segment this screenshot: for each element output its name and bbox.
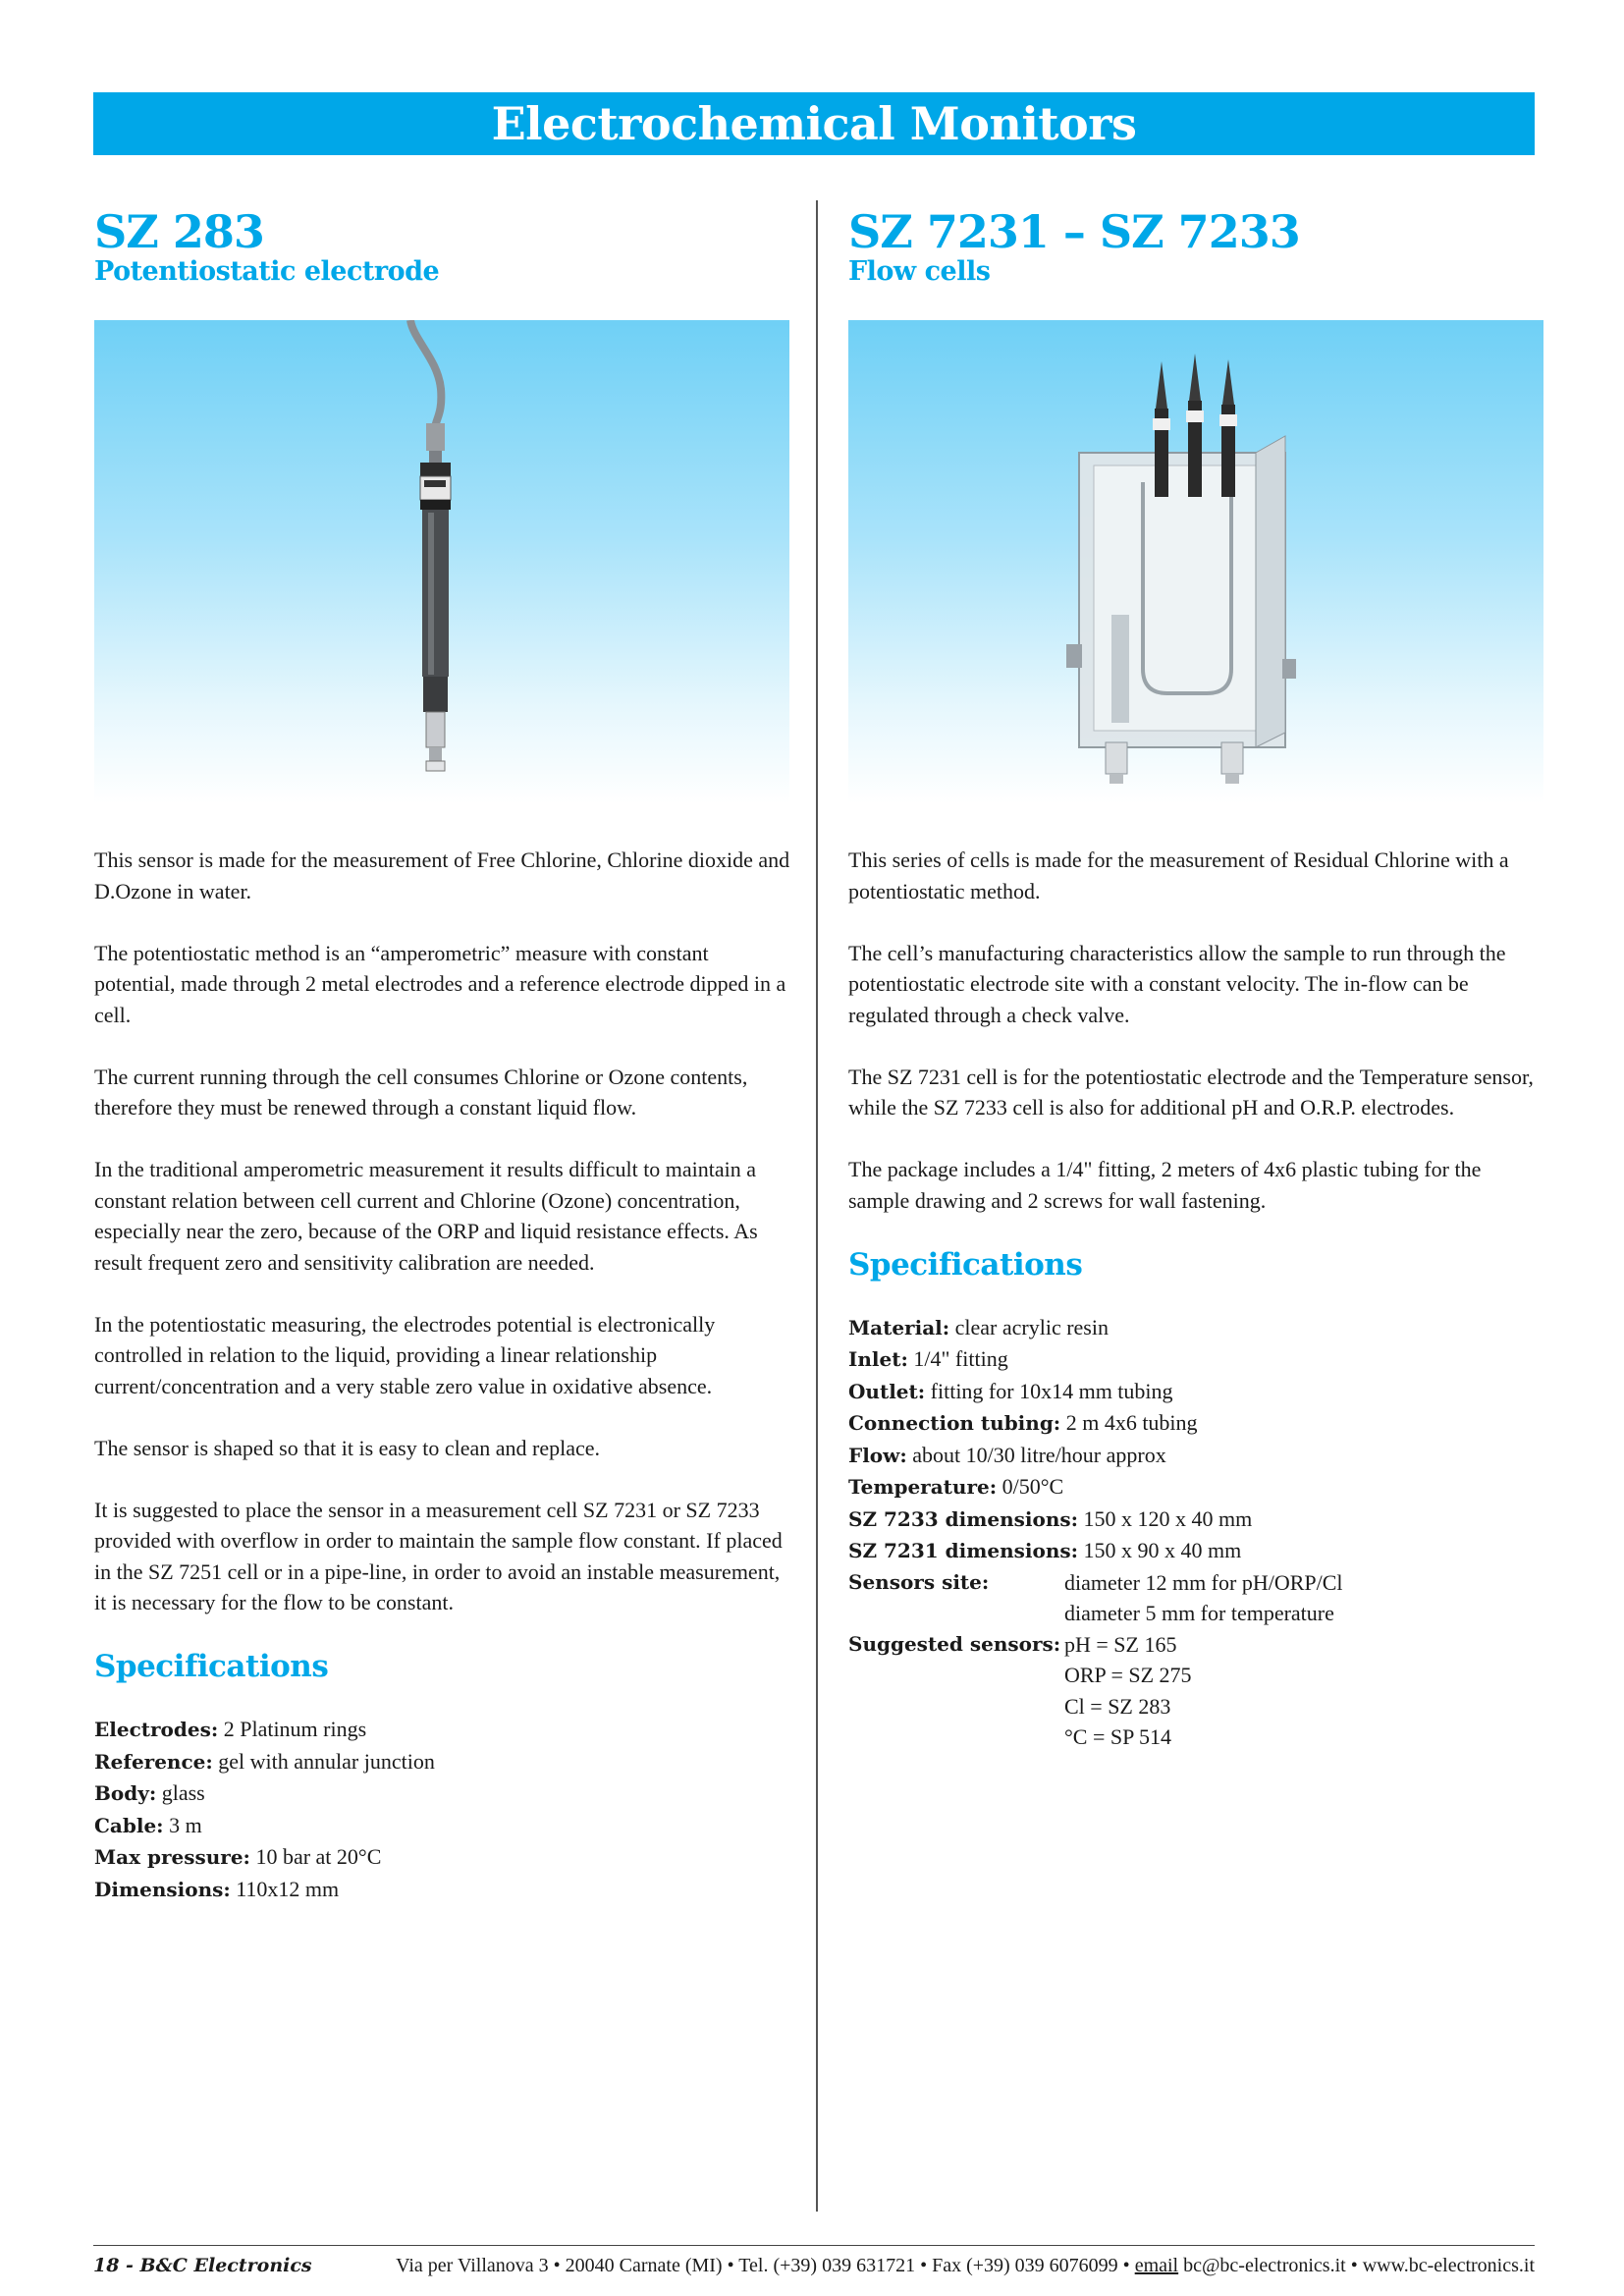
paragraph: This sensor is made for the measurement of Free Chlorine, Chlorine dioxide and D.Ozone in water.: [94, 847, 790, 903]
product-title-sz283: SZ 283: [94, 205, 264, 258]
spec-value: gel with annular junction: [218, 1748, 435, 1774]
spec-key: Body:: [94, 1781, 157, 1805]
paragraph: In the traditional amperometric measurement it results difficult to maintain a constant relation between cell current and Chlorine (Ozone) concentration, especially near the zero, because of the ORP and liquid resistance effects. As result frequent zero and sensitivity calibration are needed.: [94, 1157, 758, 1275]
spec-row: [94, 1746, 791, 1778]
spec-key: Electrodes:: [94, 1718, 219, 1741]
spec-row: [848, 1471, 1545, 1503]
spec-value: Cl = SZ 283: [1064, 1693, 1171, 1719]
sz283-description: [94, 845, 791, 1618]
paragraph: This series of cells is made for the measurement of Residual Chlorine with a potentiostatic method.: [848, 847, 1509, 903]
paragraph: In the potentiostatic measuring, the electrodes potential is electronically controlled in relation to the liquid, providing a linear relationship current/concentration and a very stable zero value in oxidative absence.: [94, 1311, 716, 1398]
footer-email-label[interactable]: email: [1134, 2255, 1179, 2276]
spec-key: Sensors site:: [848, 1569, 990, 1594]
paragraph: The sensor is shaped so that it is easy to clean and replace.: [94, 1435, 601, 1460]
spec-row: [848, 1407, 1545, 1440]
left-column: [94, 206, 791, 1905]
spec-row: [848, 1440, 1545, 1472]
spec-key: Dimensions:: [94, 1877, 231, 1901]
electrode-photo: [94, 320, 789, 803]
flow-cell-illustration: [848, 320, 1543, 803]
spec-value: pH = SZ 165: [1064, 1631, 1177, 1657]
footer-address: Via per Villanova 3 • 20040 Carnate (MI) • Tel. (+39) 039 631721 • Fax (+39) 039 6076099 •: [396, 2255, 1135, 2276]
spec-value: 1/4" fitting: [913, 1346, 1008, 1371]
flow-cell-photo: [848, 320, 1543, 803]
right-column: [848, 206, 1545, 1753]
spec-key: Reference:: [94, 1749, 213, 1774]
spec-row: [94, 1810, 791, 1842]
spec-value: 150 x 90 x 40 mm: [1083, 1538, 1242, 1562]
spec-key: Max pressure:: [94, 1845, 250, 1869]
spec-value: diameter 12 mm for pH/ORP/Cl: [1064, 1569, 1343, 1595]
footer-brand: 18 - B&C Electronics: [93, 2255, 312, 2276]
spec-key: Inlet:: [848, 1347, 908, 1371]
spec-row: [848, 1343, 1545, 1376]
product-subtitle-flow-cells: Flow cells: [848, 256, 991, 287]
spec-value: 10 bar at 20°C: [255, 1844, 382, 1869]
spec-key: SZ 7231 dimensions:: [848, 1539, 1079, 1562]
flow-cells-specs: [848, 1312, 1545, 1567]
column-divider: [816, 200, 818, 2212]
page-banner: Electrochemical Monitors: [93, 92, 1535, 155]
paragraph: The SZ 7231 cell is for the potentiostatic electrode and the Temperature sensor, while the SZ 7233 cell is also for additional pH and O.R.P. electrodes.: [848, 1064, 1534, 1120]
spec-row: [848, 1503, 1545, 1536]
spec-key: SZ 7233 dimensions:: [848, 1506, 1079, 1531]
spec-value: ORP = SZ 275: [1064, 1663, 1192, 1687]
spec-value: 2 m 4x6 tubing: [1065, 1410, 1198, 1435]
product-subtitle-sz283: Potentiostatic electrode: [94, 256, 440, 287]
spec-value: 3 m: [169, 1812, 202, 1837]
spec-value: °C = SP 514: [1064, 1724, 1172, 1749]
spec-key: Suggested sensors:: [848, 1631, 1061, 1656]
paragraph: The potentiostatic method is an “amperometric” measure with constant potential, made through 2 metal electrodes and a reference electrode dipped in a cell.: [94, 940, 786, 1027]
sensors-site-table: [848, 1567, 1545, 1753]
spec-key: Material:: [848, 1315, 950, 1339]
spec-row: [94, 1777, 791, 1810]
electrode-illustration: [94, 320, 789, 803]
spec-value: 0/50°C: [1001, 1474, 1064, 1499]
flow-cells-spec-heading: Specifications: [848, 1246, 1083, 1283]
sz283-specs: [94, 1714, 791, 1905]
spec-value: diameter 5 mm for temperature: [1064, 1601, 1334, 1625]
spec-key: Outlet:: [848, 1379, 926, 1403]
footer-email-web: bc@bc-electronics.it • www.bc-electronics.it: [1178, 2255, 1535, 2276]
spec-value: 150 x 120 x 40 mm: [1083, 1505, 1253, 1531]
paragraph: The current running through the cell consumes Chlorine or Ozone contents, therefore they must be renewed through a constant liquid flow.: [94, 1064, 748, 1120]
spec-key: Flow:: [848, 1443, 907, 1467]
spec-row: [848, 1312, 1545, 1344]
flow-cells-description: [848, 845, 1545, 1216]
spec-row: [848, 1376, 1545, 1408]
spec-key: Connection tubing:: [848, 1411, 1061, 1435]
paragraph: The cell’s manufacturing characteristics allow the sample to run through the potentiostatic electrode site with a constant velocity. The in-flow can be regulated through a check valve.: [848, 940, 1506, 1027]
spec-key: Cable:: [94, 1813, 164, 1837]
footer-contact: [396, 2252, 1535, 2279]
spec-value: 2 Platinum rings: [223, 1717, 367, 1741]
sz283-spec-heading: Specifications: [94, 1649, 329, 1684]
spec-value: glass: [161, 1780, 205, 1805]
spec-value: 110x12 mm: [236, 1876, 340, 1901]
product-title-sz7231-sz7233: SZ 7231 – SZ 7233: [848, 205, 1300, 258]
spec-row: [94, 1841, 791, 1874]
spec-value: clear acrylic resin: [954, 1314, 1109, 1339]
page-footer: [93, 2252, 1535, 2279]
footer-rule: [93, 2245, 1535, 2246]
spec-key: Temperature:: [848, 1475, 998, 1499]
paragraph: It is suggested to place the sensor in a measurement cell SZ 7231 or SZ 7233 provided with overflow in order to maintain the sample flow constant. If placed in the SZ 7251 cell or in a pipe-line, in order to avoid an instable measurement, it is necessary for the flow to be constant.: [94, 1497, 783, 1614]
spec-row: [848, 1535, 1545, 1567]
spec-value: fitting for 10x14 mm tubing: [930, 1378, 1173, 1403]
spec-row: [94, 1714, 791, 1746]
spec-row: [94, 1874, 791, 1906]
spec-value: about 10/30 litre/hour approx: [912, 1442, 1166, 1467]
paragraph: The package includes a 1/4" fitting, 2 meters of 4x6 plastic tubing for the sample drawing and 2 screws for wall fastening.: [848, 1157, 1482, 1213]
